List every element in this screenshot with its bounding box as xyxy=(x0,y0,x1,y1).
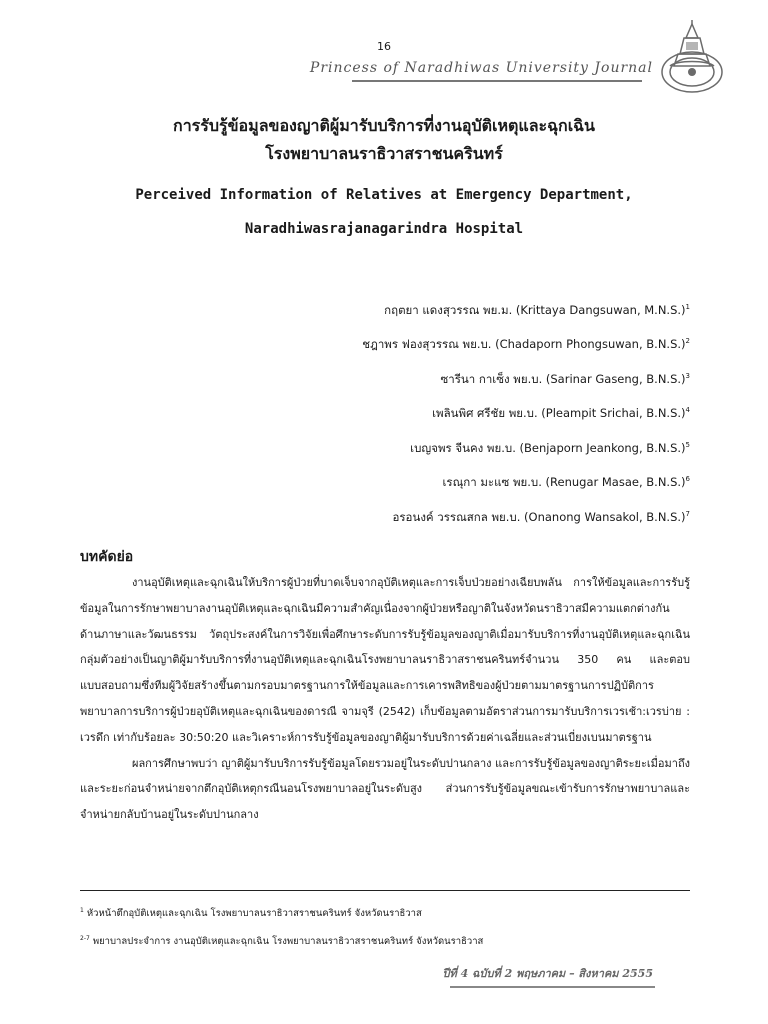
journal-header: Princess of Naradhiwas University Journal xyxy=(309,60,653,76)
paper-title-english xyxy=(0,178,768,246)
footnote: $^1$ หัวหน้าตึกอุบัติเหตุและฉุกเฉิน โรงพยาบาลนราธิวาสราชนครินทร์ จังหวัดนราธิวาส xyxy=(80,907,422,920)
author-line: เบญจพร จีนคง พย.บ. (Benjaporn Jeankong, B.N.S.)$^5$ xyxy=(410,440,690,455)
author-line: ซารีนา กาเซ็ง พย.บ. (Sarinar Gaseng, B.N.S.)$^3$ xyxy=(440,371,690,386)
abstract-heading: บทคัดย่อ xyxy=(80,549,134,565)
footnote-rule xyxy=(80,890,690,891)
footnotes xyxy=(80,898,690,954)
abstract-paragraph: งานอุบัติเหตุและฉุกเฉินให้บริการผู้ป่วยที่บาดเจ็บจากอุบัติเหตุและการเจ็บป่วยอย่างเฉียบพลัน การให้ข้อมูลและการรับรู้ข้อมูลในการรักษาพยาบาลงานอุบัติเหตุและฉุกเฉินมีความสำคัญเนื่องจากผู้ป่วยหรือญาติในจังหวัดนราธิวาสมีความแตกต่างกันด้านภาษาและวัฒนธรรม วัตถุประสงค์ในการวิจัยเพื่อศึกษาระดับการรับรู้ข้อมูลของญาติเมื่อมารับบริการที่งานอุบัติเหตุและฉุกเฉิน กลุ่มตัวอย่างเป็นญาติผู้มารับบริการที่งานอุบัติเหตุและฉุกเฉินโรงพยาบาลนราธิวาสราชนครินทร์จำนวน 350 คน และตอบแบบสอบถามซึ่งทีมผู้วิจัยสร้างขึ้นตามกรอบมาตรฐานการให้ข้อมูลและการเคารพสิทธิของผู้ป่วยตามมาตรฐานการปฏิบัติการพยาบาลการบริการผู้ป่วยอุบัติเหตุและฉุกเฉินของดารณี จามจุรี (2542) เก็บข้อมูลตามอัตราส่วนการมารับบริการเวรเช้า:เวรบ่าย : เวรดึก เท่ากับร้อยละ 30:50:20 และวิเคราะห์การรับรู้ข้อมูลของญาติผู้มารับบริการด้วยค่าเฉลี่ยและส่วนเบี่ยงเบนมาตรฐาน xyxy=(80,576,690,744)
title-en-line-1: Perceived Information of Relatives at Emergency Department, xyxy=(135,187,633,203)
title-th-line-2: โรงพยาบาลนราธิวาสราชนครินทร์ xyxy=(265,144,503,163)
abstract-paragraph: ผลการศึกษาพบว่า ญาติผู้มารับบริการรับรู้ข้อมูลโดยรวมอยู่ในระดับปานกลาง และการรับรู้ข้อมูลของญาติระยะเมื่อมาถึงและระยะก่อนจำหน่ายจากตึกอุบัติเหตุกรณีนอนโรงพยาบาลอยู่ในระดับสูง ส่วนการรับรู้ข้อมูลขณะเข้ารับการรักษาพยาบาลและจำหน่ายกลับบ้านอยู่ในระดับปานกลาง xyxy=(80,756,690,822)
university-seal-icon xyxy=(656,20,728,96)
author-line: อรอนงค์ วรรณสกล พย.บ. (Onanong Wansakol, B.N.S.)$^7$ xyxy=(392,509,690,524)
paper-title-thai xyxy=(0,112,768,168)
issue-footer: ปีที่ 4 ฉบับที่ 2 พฤษภาคม – สิงหาคม 2555 xyxy=(442,967,653,980)
footnote: $^{2-7}$ พยาบาลประจำการ งานอุบัติเหตุและฉุกเฉิน โรงพยาบาลนราธิวาสราชนครินทร์ จังหวัดนราธิวาส xyxy=(80,935,484,948)
header-rule xyxy=(352,80,642,82)
author-line: เรณุกา มะแซ พย.บ. (Renugar Masae, B.N.S.)$^6$ xyxy=(442,474,690,489)
abstract-body xyxy=(80,570,690,828)
author-line: เพลินพิศ ศรีชัย พย.บ. (Pleampit Srichai, B.N.S.)$^4$ xyxy=(432,406,690,421)
title-en-line-2: Naradhiwasrajanagarindra Hospital xyxy=(244,221,524,237)
title-th-line-1: การรับรู้ข้อมูลของญาติผู้มารับบริการที่งานอุบัติเหตุและฉุกเฉิน xyxy=(173,116,595,135)
footer-rule xyxy=(450,986,655,988)
author-line: ชฎาพร ฟองสุวรรณ พย.บ. (Chadaporn Phongsuwan, B.N.S.)$^2$ xyxy=(362,337,690,352)
page-number: 16 xyxy=(377,40,391,53)
author-line: กฤตยา แดงสุวรรณ พย.ม. (Krittaya Dangsuwan, M.N.S.)$^1$ xyxy=(384,302,690,317)
author-list xyxy=(90,292,690,533)
